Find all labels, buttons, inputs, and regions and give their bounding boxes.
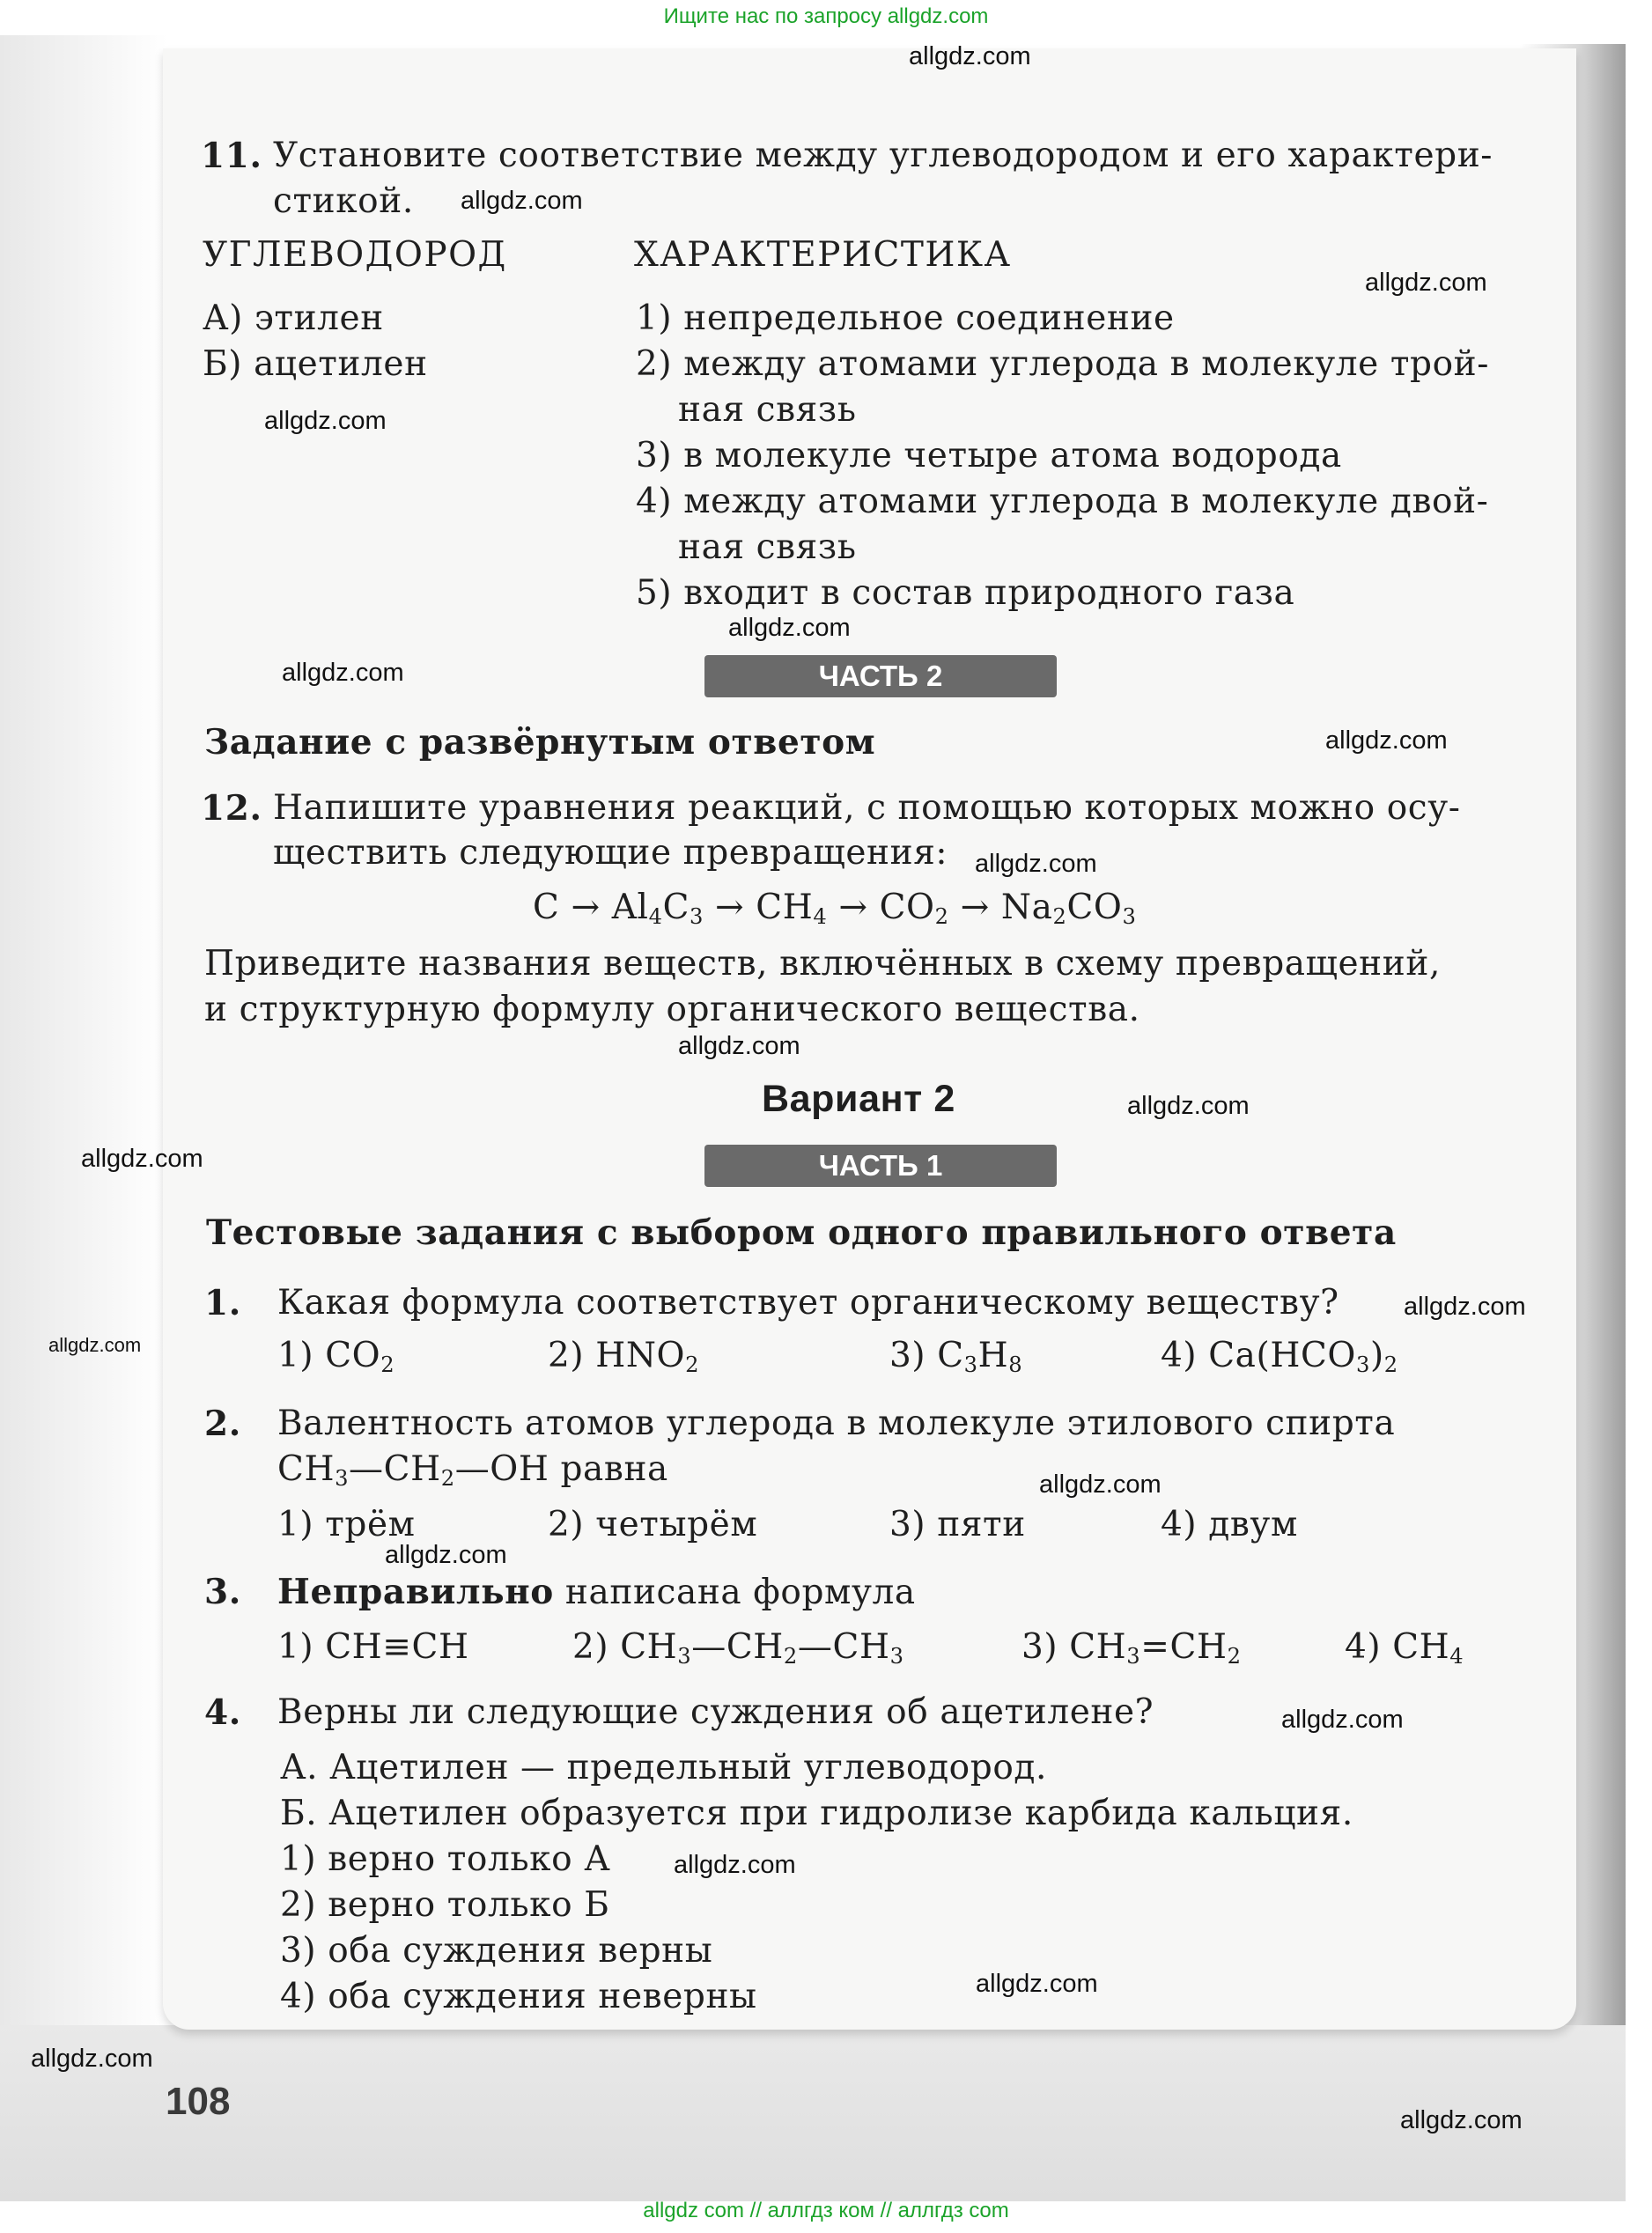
task11-right-item-2-cont: ная связь — [678, 390, 857, 430]
chain-arrow-3: → — [838, 888, 868, 927]
page-number: 108 — [166, 2080, 231, 2123]
task11-right-item-1: 1) непредельное соединение — [636, 298, 1175, 338]
part2-label: ЧАСТЬ 2 — [704, 655, 1057, 697]
q2-number: 2. — [204, 1404, 241, 1444]
task11-right-item-3: 3) в молекуле четыре атома водорода — [636, 436, 1342, 475]
variant2-heading: Тестовые задания с выбором одного правильного ответа — [206, 1212, 1397, 1253]
q3-option-4: 4) $CH_4$ — [1345, 1627, 1464, 1669]
watermark: allgdz.com — [678, 1032, 800, 1060]
watermark: allgdz.com — [1325, 726, 1448, 755]
watermark: allgdz.com — [1127, 1092, 1250, 1120]
watermark: allgdz.com — [1365, 269, 1487, 297]
q3-option-3: 3) $CH_3=CH_2$ — [1021, 1627, 1242, 1669]
task11-left-item-a: А) этилен — [203, 298, 384, 338]
watermark: allgdz.com — [282, 659, 404, 687]
task11-right-header: ХАРАКТЕРИСТИКА — [634, 235, 1012, 275]
task12-number: 12. — [201, 788, 262, 829]
watermark: allgdz.com — [31, 2045, 153, 2073]
q4-statement-a: А. Ацетилен — предельный углеводород. — [280, 1748, 1048, 1787]
q1-text: Какая формула соответствует органическому веществу? — [277, 1283, 1339, 1323]
book-spine-shadow — [0, 35, 167, 2148]
watermark: allgdz.com — [909, 42, 1031, 70]
q1-option-2: 2) $HNO_2$ — [548, 1336, 700, 1378]
watermark: allgdz.com — [461, 187, 583, 215]
q2-line1: Валентность атомов углерода в молекуле этилового спирта — [277, 1404, 1396, 1443]
task12-line2: ществить следующие превращения: — [273, 833, 948, 873]
watermark: allgdz.com — [728, 614, 851, 642]
chain-co2: $CO_2$ — [879, 888, 949, 930]
task11-number: 11. — [201, 136, 262, 176]
task11-right-item-4-cont: ная связь — [678, 527, 857, 567]
watermark: allgdz.com — [1281, 1706, 1404, 1734]
watermark: allgdz.com — [975, 850, 1097, 878]
q2-option-1: 1) трём — [277, 1505, 416, 1544]
task11-left-item-b: Б) ацетилен — [203, 344, 428, 384]
q1-option-1: 1) $CO_2$ — [277, 1336, 395, 1378]
q2-option-3: 3) пяти — [889, 1505, 1026, 1544]
task11-left-header: УГЛЕВОДОРОД — [203, 235, 507, 275]
chain-ch4: $CH_4$ — [756, 888, 828, 930]
q4-option-4: 4) оба суждения неверны — [280, 1977, 757, 2016]
task12-line1: Напишите уравнения реакций, с помощью которых можно осу- — [273, 788, 1461, 828]
bottom-banner[interactable]: allgdz com // аллгдз ком // аллгдз com — [643, 2199, 1009, 2222]
q1-option-3: 3) $C_3H_8$ — [889, 1336, 1023, 1378]
part2-heading: Задание с развёрнутым ответом — [204, 722, 876, 763]
watermark: allgdz.com — [1039, 1470, 1162, 1499]
watermark: allgdz.com — [385, 1541, 507, 1569]
watermark: allgdz.com — [1404, 1293, 1526, 1321]
task11-right-item-4: 4) между атомами углерода в молекуле двой- — [636, 482, 1489, 521]
q4-text: Верны ли следующие суждения об ацетилене? — [277, 1692, 1154, 1732]
watermark: allgdz.com — [1400, 2106, 1523, 2134]
watermark: allgdz.com — [674, 1851, 796, 1879]
q2-line2: $CH_3—CH_2—OH$ равна — [277, 1449, 668, 1492]
chain-al4c3: $Al_4C_3$ — [611, 888, 704, 930]
chain-arrow-4: → — [960, 888, 990, 927]
reaction-chain — [533, 886, 1136, 930]
q2-option-2: 2) четырём — [548, 1505, 758, 1544]
q3-text-rest: написана формула — [564, 1573, 916, 1612]
q4-option-1: 1) верно только А — [280, 1839, 611, 1879]
q4-number: 4. — [204, 1692, 241, 1733]
watermark: allgdz.com — [81, 1145, 203, 1173]
variant2-part-label: ЧАСТЬ 1 — [704, 1145, 1057, 1187]
q4-statement-b: Б. Ацетилен образуется при гидролизе карбида кальция. — [280, 1794, 1353, 1833]
q3-text — [277, 1570, 916, 1615]
variant2-title: Вариант 2 — [762, 1078, 955, 1120]
top-banner[interactable]: Ищите нас по запросу allgdz.com — [663, 4, 989, 28]
q3-number: 3. — [204, 1572, 241, 1612]
q1-option-4: 4) $Ca(HCO_3)_2$ — [1161, 1336, 1398, 1378]
q4-option-2: 2) верно только Б — [280, 1885, 610, 1925]
chain-c: C — [533, 888, 560, 927]
under-page-area — [0, 2025, 1626, 2201]
q4-option-3: 3) оба суждения верны — [280, 1931, 713, 1971]
task12-after-line1: Приведите названия веществ, включённых в схему превращений, — [204, 944, 1441, 984]
task11-right-item-2: 2) между атомами углерода в молекуле трой- — [636, 344, 1490, 384]
q3-option-2: 2) $CH_3—CH_2—CH_3$ — [572, 1627, 904, 1669]
q2-option-4: 4) двум — [1161, 1505, 1298, 1544]
chain-arrow-1: → — [571, 888, 601, 927]
watermark: allgdz.com — [48, 1334, 142, 1356]
task11-right-item-5: 5) входит в состав природного газа — [636, 573, 1295, 613]
task12-after-line2: и структурную формулу органического вещества. — [204, 990, 1140, 1029]
watermark: allgdz.com — [264, 407, 387, 435]
task11-question-line1: Установите соответствие между углеводородом и его характери- — [273, 136, 1493, 175]
chain-arrow-2: → — [715, 888, 745, 927]
q3-option-1: 1) CH≡CH — [277, 1627, 469, 1667]
q1-number: 1. — [204, 1283, 241, 1323]
task11-question-line2: стикой. — [273, 181, 414, 221]
watermark: allgdz.com — [976, 1970, 1098, 1998]
q3-bold-word: Неправильно — [277, 1572, 554, 1612]
chain-na2co3: $Na_2CO_3$ — [1000, 888, 1137, 930]
